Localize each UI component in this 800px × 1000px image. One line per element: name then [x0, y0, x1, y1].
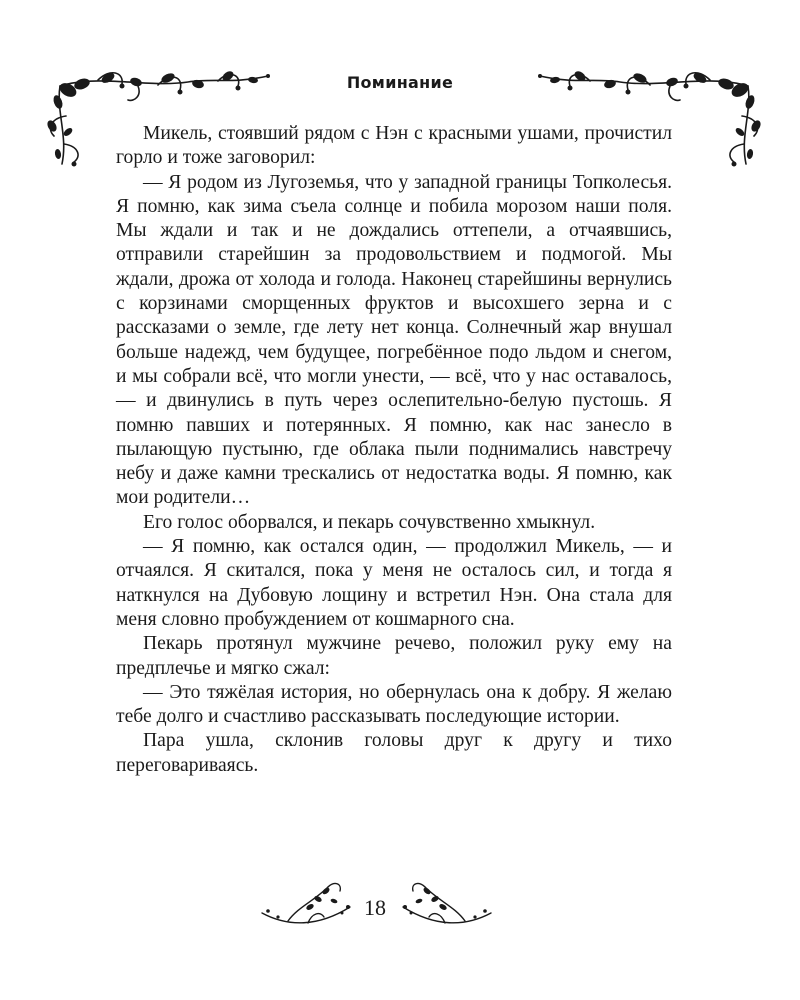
- running-header-title: Поминание: [346, 73, 454, 92]
- paragraph: Пекарь протянул мужчине речево, положил руку ему на предплечье и мягко сжал:: [116, 633, 672, 679]
- paragraph: — Это тяжёлая история, но обернулась она к добру. Я желаю тебе долго и счастливо рассказывать последующие истории.: [116, 681, 672, 728]
- paragraph: — Я родом из Лугоземья, что у западной границы Топколесья. Я помню, как зима съела солнце и побила морозом наши поля. Мы ждали и так и не дождались оттепели, а отчаявшись, отправили старейшин за продовольствием и подмогой. Мы ждали, дрожа от холода и голода. Наконец старейшины вернулись с корзинами сморщенных фруктов и высохшего зерна и с рассказами о земле, где лету нет конца. Солнечный жар внушал больше надежд, чем будущее, погребённое подо льдом и снегом, и мы собрали всё, что могли унести, — всё, что у нас оставалось, — и двинулись в путь через ослепительно-белую пустошь. Я помню павших и потерянных. Я помню, как нас занесло в пылающую пустыню, где облака пыли поднимались навстречу небу и даже камни трескались от недостатка воды. Я помню, как мои родители…: [116, 171, 672, 509]
- paragraph: Микель, стоявший рядом с Нэн с красными ушами, прочистил горло и тоже заговорил:: [116, 123, 672, 169]
- page-number: 18: [364, 895, 386, 920]
- floral-flourish-icon: [395, 877, 495, 937]
- chapter-body-text: [116, 122, 672, 778]
- paragraph: — Я помню, как остался один, — продолжил Микель, — и отчаялся. Я скитался, пока у меня не осталось сил, и тогда я наткнулся на Дубовую лощину и встретил Нэн. Она стала для меня словно пробуждением от кошмарного сна.: [116, 536, 672, 630]
- floral-flourish-icon: [258, 877, 358, 937]
- paragraph: Пара ушла, склонив головы друг к другу и тихо переговариваясь.: [116, 730, 672, 776]
- paragraph: Его голос оборвался, и пекарь сочувственно хмыкнул.: [143, 511, 596, 533]
- page-footer: [0, 870, 800, 950]
